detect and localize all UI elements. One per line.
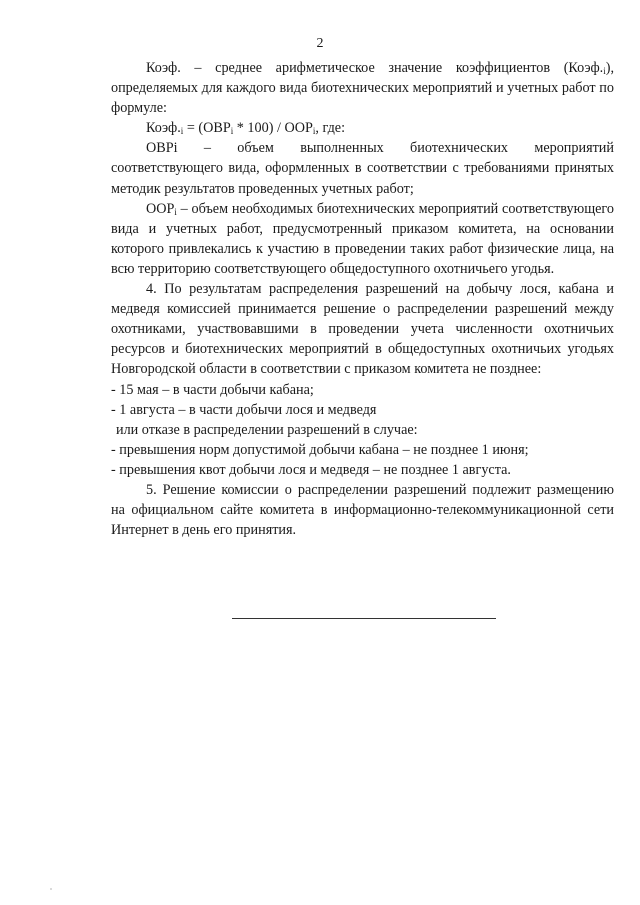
ovr-definition: ОВРi – объем выполненных биотехнических мероприятий соответствующего вида, оформленных в соответствии с требованиями принятых методик результатов проведенных учетных работ; <box>111 140 614 197</box>
end-divider <box>232 618 496 619</box>
document-body <box>111 58 614 540</box>
list-item-boar-norm-excess: - превышения норм допустимой добычи кабана – не позднее 1 июня; <box>111 441 529 458</box>
formula: $Коэф._i = (ОВР_i * 100) / ООР_i$, где: <box>146 120 346 137</box>
list-item-boar-deadline: - 15 мая – в части добычи кабана; <box>111 381 314 398</box>
scan-speck <box>50 888 52 890</box>
list-item-quota-excess: - превышения квот добычи лося и медведя – не позднее 1 августа. <box>111 461 511 478</box>
page-number: 2 <box>316 36 324 51</box>
item-5: 5. Решение комиссии о распределении разрешений подлежит размещению на официальном сайте комитета в информационно-телекоммуникационной сети Интернет в день его принятия. <box>111 481 614 539</box>
list-item-elk-bear-deadline: - 1 августа – в части добычи лося и медведя <box>111 401 377 418</box>
item-4: 4. По результатам распределения разрешений на добычу лося, кабана и медведя комиссией принимается решение о распределении разрешений между охотниками, участвовавшими в проведении учета численности охотничьих ресурсов и биотехнических мероприятий в общедоступных охотничьих угодьях Новгородской области в соответствии с приказом комитета не позднее: <box>111 281 614 378</box>
refusal-clause: или отказе в распределении разрешений в случае: <box>116 421 418 438</box>
oor-definition: $ООР_i$ – объем необходимых биотехнических мероприятий соответствующего вида и учетных работ, предусмотренный приказом комитета, на основании которого привлекались к участию в проведении таких работ физические лица, на всю территорию соответствующего общедоступного охотничьего угодья. <box>111 200 614 277</box>
koef-definition: Коэф. – среднее арифметическое значение коэффициентов $(Коэф._i)$, определяемых для каждого вида биотехнических мероприятий и учетных работ по формуле: <box>111 60 614 117</box>
